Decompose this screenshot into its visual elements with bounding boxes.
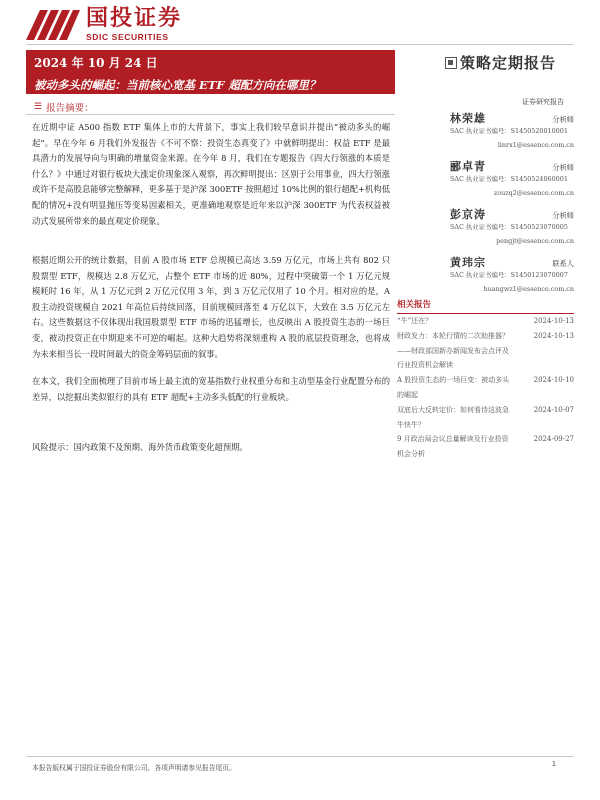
related-report-item[interactable] <box>397 373 574 403</box>
footer-disclaimer: 本报告版权属于国投证券股份有限公司。各项声明请参见报告尾页。 <box>32 764 236 772</box>
risk-warning: 风险提示：国内政策不及预期、海外货币政策变化超预期。 <box>32 442 248 452</box>
logo-mark-icon <box>26 10 80 40</box>
analyst-card <box>450 254 574 294</box>
summary-divider <box>26 114 395 115</box>
analyst-list <box>450 110 574 302</box>
summary-paragraph: 根据近期公开的统计数据，目前 A 股市场 ETF 总规模已高达 3.59 万亿元，市场上共有 802 只股票型 ETF，规模达 2.8 万亿元，占整个 ETF 市场的近 80%，过程中突破第一个 1 万亿元规模耗时 16 年，从 1 万亿元到 2 万亿元仅用 3 年，到 3 万亿元仅用了 10 个月。相对应的是，A 股主动投资规模自 2021 年高位后持续回落，目前规模回落至 4 万亿以下，大致在 3.5 万亿元左右。这些数据这不仅体现出我国股票型 ETF 市场的迅猛增长，也反映出 A 股投资生态的一场巨变，被动投资正在中期迎来不可逆的崛起。这种大趋势将深刻重构 A 股的底层投资理念，也将成为未来相当长一段时间最大的资金筹码层面的叙事。 <box>32 255 390 359</box>
summary-heading <box>34 100 94 114</box>
related-reports-heading: 相关报告 <box>397 298 574 314</box>
report-date: 2024 年 10 月 24 日 <box>34 56 158 70</box>
related-report-date: 2024-10-13 <box>533 317 574 325</box>
summary-paragraph: 在近期中证 A500 指数 ETF 集体上市的大背景下，事实上我们较早意识并提出“被动多头的崛起”。早在今年 6 月我们外发报告《不可不察：投资生态真变了》中就鲜明提出：权益 ETF 是最具潜力的发展导向与明确的增量资金来源。在今年 8 月，我们在专题报告《四大行领涨的本质是什么？》中通过对银行板块大涨定价现象深入观察，再次鲜明提出：区别于公用事业，四大行领涨或许不是高股息能够完整解释，更多基于是沪深 300ETF 按照超过 10%比例的银行超配+机构低配的情况+没有明显抛压等变易因素相关，更准确地观察是近年来以沪深 300ETF 为代表权益被动式发展所带来的最直观定价现象。 <box>32 122 390 226</box>
logo-chinese-text: 国投证券 <box>86 6 183 31</box>
page-number: 1 <box>552 761 556 768</box>
analyst-cert: SAC 执业证书编号：S1450524060001 <box>450 175 568 183</box>
header-divider <box>26 44 574 45</box>
related-report-date: 2024-10-07 <box>533 405 574 414</box>
related-report-title[interactable]: 财政发力：本轮行情的二次助推器？——财政部国新办新闻发布会点评及行业投资机会解读 <box>397 331 509 370</box>
analyst-role: 分析师 <box>552 115 574 124</box>
analyst-email[interactable]: pengjt@essence.com.cn <box>496 237 574 245</box>
analyst-role: 联系人 <box>552 259 574 268</box>
related-reports-list <box>397 314 574 462</box>
related-report-title[interactable]: “牛”还在？ <box>397 317 433 325</box>
company-logo <box>26 8 182 42</box>
analyst-name: 彭京涛 <box>450 208 486 221</box>
report-icon <box>445 57 457 69</box>
analyst-role: 分析师 <box>552 211 574 220</box>
analyst-card <box>450 110 574 150</box>
analyst-email[interactable]: linrx1@essence.com.cn <box>497 141 574 149</box>
related-report-item[interactable] <box>397 403 574 433</box>
related-report-title[interactable]: A 股投资生态的一场巨变：被动多头的崛起 <box>397 376 510 399</box>
report-series: 证券研究报告 <box>522 98 564 106</box>
analyst-email[interactable]: zouzq2@essence.com.cn <box>493 189 574 197</box>
analyst-card <box>450 206 574 246</box>
related-report-title[interactable]: 9 月政治局会议总量解读及行业投资机会分析 <box>397 435 509 459</box>
related-report-date: 2024-10-13 <box>533 331 574 340</box>
logo-english-text: SDIC SECURITIES <box>86 32 169 42</box>
analyst-email[interactable]: huangwz1@essence.com.cn <box>483 285 574 293</box>
document-type-label: 策略定期报告 <box>460 54 557 72</box>
related-report-date: 2024-10-10 <box>533 376 574 385</box>
related-report-item[interactable] <box>397 314 574 329</box>
document-type <box>445 52 556 73</box>
related-report-item[interactable] <box>397 329 574 373</box>
report-title: 被动多头的崛起：当前核心宽基 ETF 超配方向在哪里？ <box>34 78 321 92</box>
title-banner <box>26 50 395 94</box>
related-report-item[interactable] <box>397 432 574 462</box>
analyst-name: 郦卓青 <box>450 160 486 173</box>
analyst-cert: SAC 执业证书编号：S1450523070005 <box>450 223 568 231</box>
related-report-date: 2024-09-27 <box>533 435 574 444</box>
analyst-card <box>450 158 574 198</box>
summary-heading-text: 报告摘要： <box>46 103 94 114</box>
analyst-name: 黄玮宗 <box>450 256 486 269</box>
summary-paragraph: 在本文，我们全面梳理了目前市场上最主流的宽基指数行业权重分布和主动型基金行业配置分布的差异，以挖掘出类似银行的具有 ETF 超配+主动多头低配的行业板块。 <box>32 376 390 402</box>
analyst-role: 分析师 <box>552 163 574 172</box>
analyst-cert: SAC 执业证书编号：S1450520010001 <box>450 127 568 135</box>
list-icon: ☰ <box>34 102 43 112</box>
analyst-name: 林荣雄 <box>450 112 486 125</box>
analyst-cert: SAC 执业证书编号：S1450123070007 <box>450 271 568 279</box>
related-report-title[interactable]: 双底后大反转定价：如何看待这波急牛快牛？ <box>397 405 509 429</box>
footer-divider <box>26 756 574 757</box>
summary-body <box>32 120 390 467</box>
